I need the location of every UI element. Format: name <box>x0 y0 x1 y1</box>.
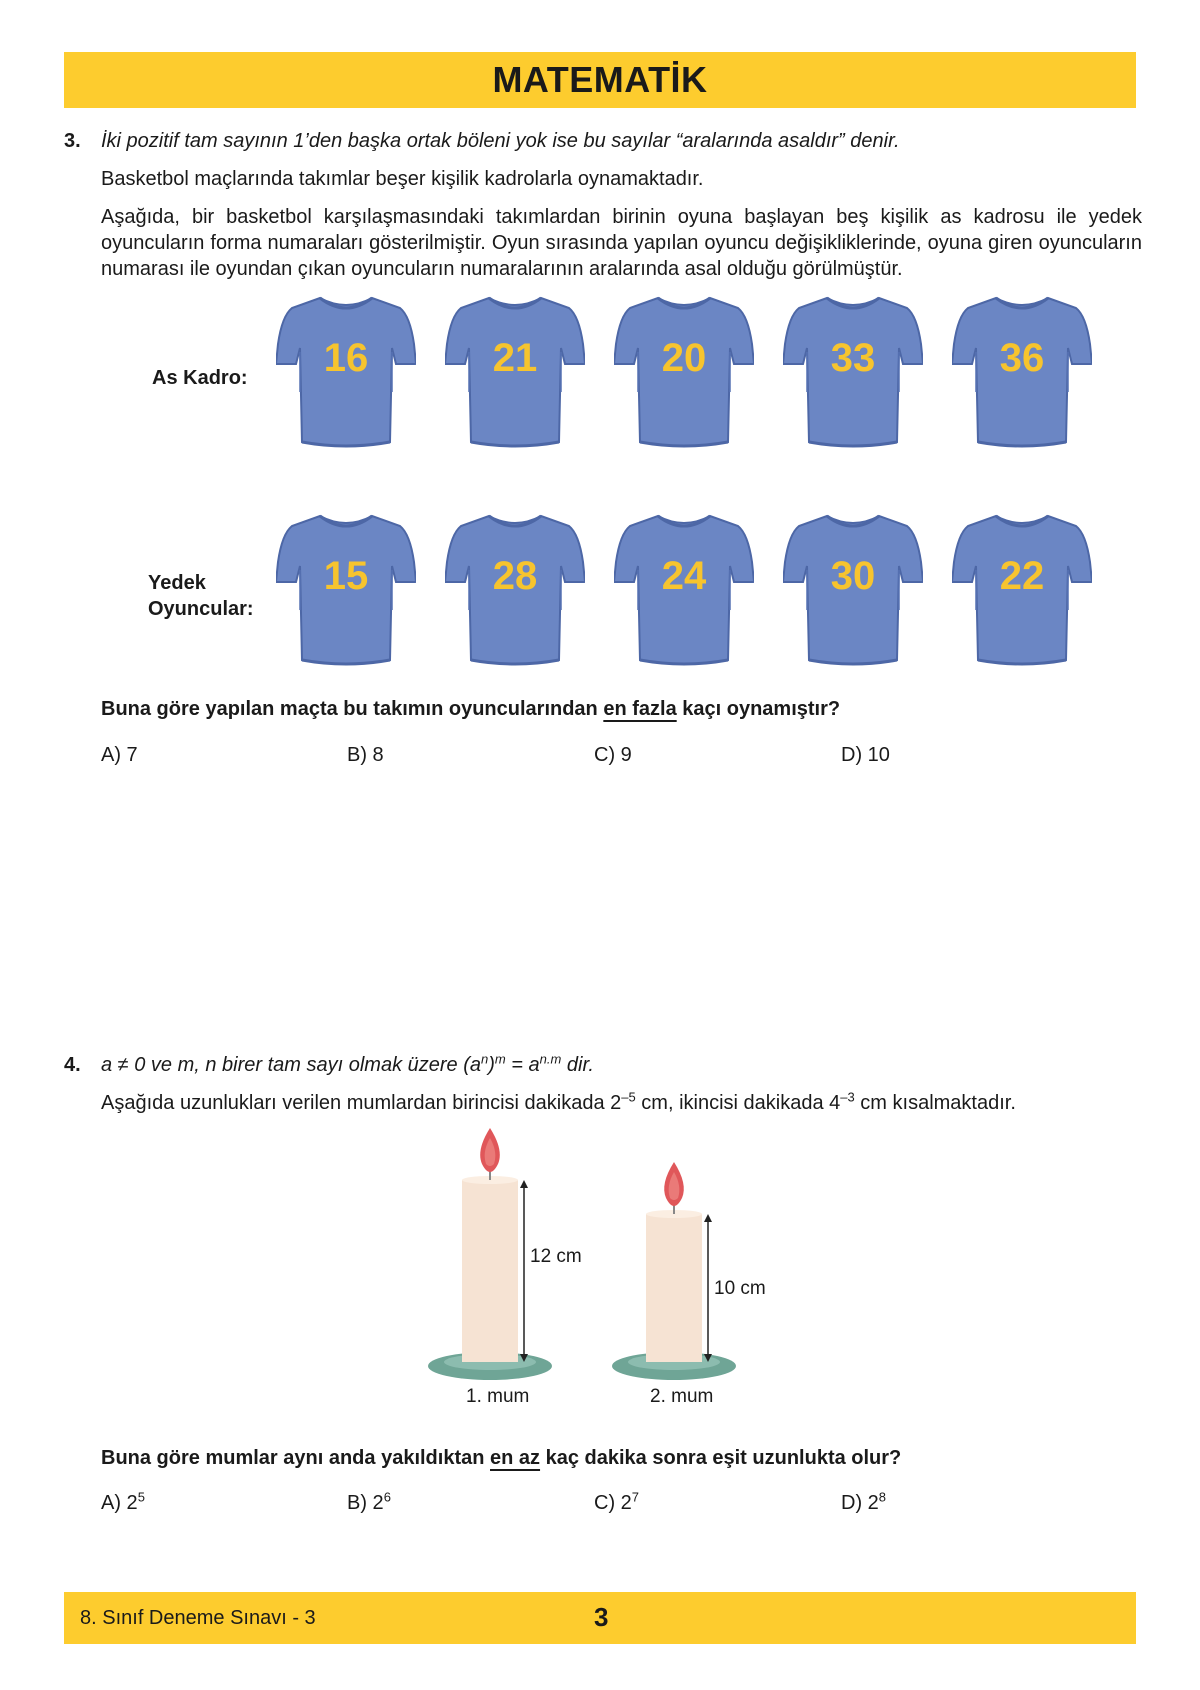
candle-2-height: 10 cm <box>714 1278 766 1299</box>
choice-d[interactable]: D) $2^8$ <box>841 1489 887 1514</box>
jersey-number: 21 <box>492 336 538 380</box>
choice-a[interactable]: A) $2^5$ <box>101 1489 145 1514</box>
question-emphasis: en fazla <box>603 698 677 720</box>
exam-name: 8. Sınıf Deneme Sınavı - 3 <box>80 1607 316 1629</box>
question-3 <box>64 128 1142 294</box>
jersey-number: 22 <box>999 554 1045 598</box>
candle-2-label: 2. mum <box>650 1386 714 1407</box>
substitute-jersey <box>614 510 754 670</box>
candles-illustration <box>420 1120 820 1410</box>
question-text-end: kaç dakika sonra eşit uzunlukta olur? <box>540 1447 902 1469</box>
candle-1-label: 1. mum <box>466 1386 530 1407</box>
question-4 <box>64 1052 1142 1128</box>
jersey-number: 15 <box>323 554 369 598</box>
page-number: 3 <box>594 1602 609 1632</box>
question-text: Buna göre mumlar aynı anda yakıldıktan <box>101 1447 491 1469</box>
question-number: 4. <box>64 1054 81 1076</box>
starter-jersey <box>783 292 923 452</box>
jersey-number: 33 <box>830 336 876 380</box>
jersey-number: 36 <box>999 336 1045 380</box>
page-header <box>64 52 1136 108</box>
jersey-number: 20 <box>661 336 707 380</box>
paragraph: Aşağıda, bir basketbol karşılaşmasındaki takımlardan birinin oyuna başlayan beş kişilik as kadrosu ile yedek oyuncuların forma numaraları gösterilmiştir. Oyun sırasında yapılan oyuncu değişikliklerinde, oyuna giren oyuncuların numarası ile oyundan çıkan oyuncuların numaralarının aralarında asal olduğu görülmüştür. <box>101 206 1142 280</box>
subs-label-line2: Oyuncular: <box>148 598 254 620</box>
candle-1-height: 12 cm <box>530 1246 582 1267</box>
jersey-number: 30 <box>830 554 876 598</box>
choice-c[interactable]: C) $2^7$ <box>594 1489 640 1514</box>
question-3-prompt <box>64 696 1142 722</box>
starter-jersey <box>614 292 754 452</box>
starter-jersey <box>276 292 416 452</box>
choice-c[interactable]: C) 9 <box>594 744 632 766</box>
starters-label: As Kadro: <box>152 367 248 389</box>
choice-d[interactable]: D) 10 <box>841 744 890 766</box>
candle-1-body <box>462 1180 518 1362</box>
question-text: Buna göre yapılan maçta bu takımın oyuncularından <box>101 698 604 720</box>
paragraph: Basketbol maçlarında takımlar beşer kişilik kadrolarla oynamaktadır. <box>101 168 704 190</box>
candle-2-body <box>646 1214 702 1362</box>
page-title: MATEMATİK <box>492 59 708 100</box>
page-footer <box>64 1592 1136 1644</box>
jersey-number: 28 <box>492 554 538 598</box>
exponent-rule: a ≠ 0 ve m, n birer tam sayı olmak üzere $(a^n)^m = a^{n.m}$ dir. <box>101 1051 594 1076</box>
paragraph: Aşağıda uzunlukları verilen mumlardan birincisi dakikada $2^{-5}$ cm, ikincisi dakikada $4^{-3}$ cm kısalmaktadır. <box>101 1089 1016 1114</box>
substitute-jersey <box>445 510 585 670</box>
starter-jersey <box>952 292 1092 452</box>
question-number: 3. <box>64 130 81 152</box>
subs-label-line1: Yedek <box>148 572 206 594</box>
starter-jersey <box>445 292 585 452</box>
substitute-jersey <box>952 510 1092 670</box>
choice-a[interactable]: A) 7 <box>101 744 138 766</box>
jersey-number: 16 <box>323 336 369 380</box>
definition-text: İki pozitif tam sayının 1’den başka ortak böleni yok ise bu sayılar “aralarında asaldır” denir. <box>101 130 900 152</box>
substitute-jersey <box>276 510 416 670</box>
question-emphasis: en az <box>490 1447 541 1469</box>
candles-figure <box>420 1120 820 1410</box>
jersey-number: 24 <box>661 554 707 598</box>
choice-b[interactable]: B) 8 <box>347 744 384 766</box>
choice-b[interactable]: B) $2^6$ <box>347 1489 391 1514</box>
subs-label <box>148 570 254 622</box>
substitute-jersey <box>783 510 923 670</box>
question-4-prompt <box>64 1445 1142 1471</box>
question-text-end: kaçı oynamıştır? <box>676 698 841 720</box>
